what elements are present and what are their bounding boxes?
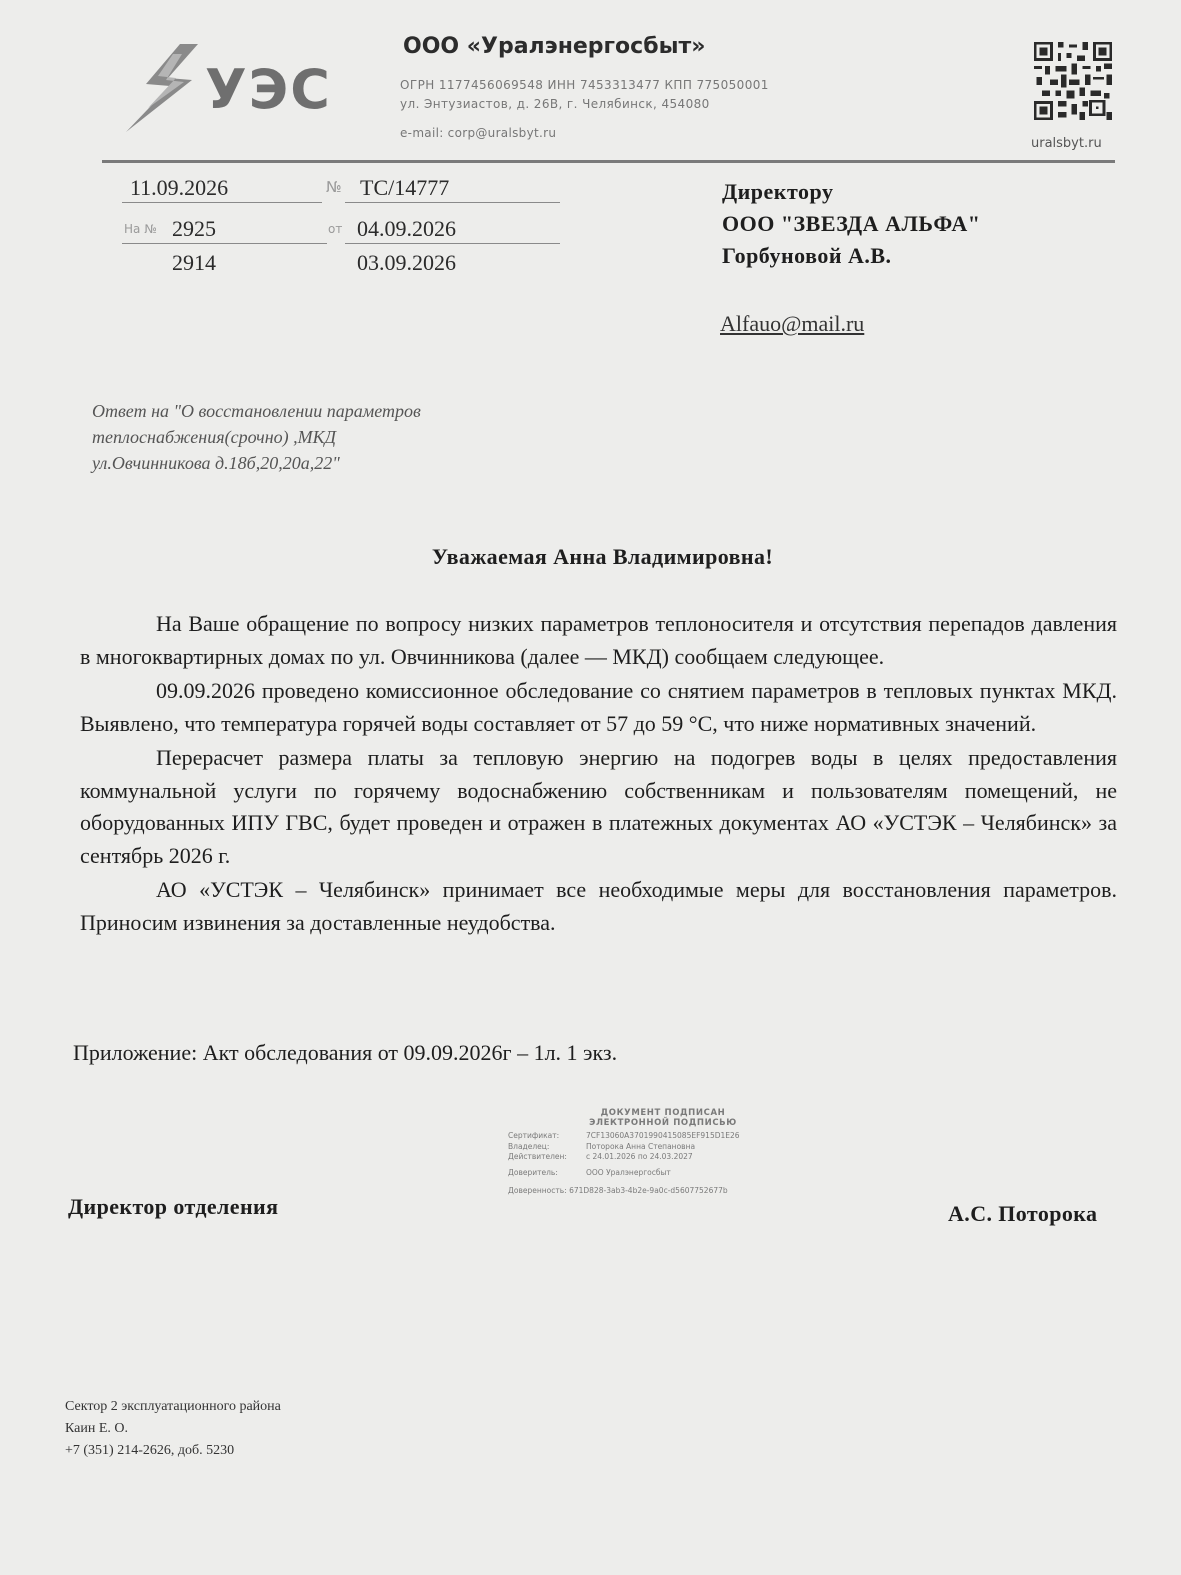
body-paragraph: Перерасчет размера платы за тепловую энергию на подогрев воды в целях предоставления коммунальной услуги по горячему водоснабжению собственникам и пользователям помещений, не оборудованных ИПУ ГВС, будет проведен и отражен в платежных документах АО «УСТЭК – Челябинск» за сентябрь 2026 г. bbox=[80, 745, 1117, 868]
letter-body bbox=[80, 608, 1117, 941]
stamp-value: с 24.01.2026 по 24.03.2027 bbox=[586, 1152, 693, 1161]
stamp-value: Поторока Анна Степановна bbox=[586, 1141, 696, 1151]
logo-wordmark: УЭС bbox=[205, 58, 332, 121]
addressee-position: Директору bbox=[722, 179, 834, 204]
body-paragraph: АО «УСТЭК – Челябинск» принимает все необходимые меры для восстановления параметров. Приносим извинения за доставленные неудобства. bbox=[80, 877, 1117, 935]
number-underline bbox=[345, 202, 560, 203]
footer-phone: +7 (351) 214-2626, доб. 5230 bbox=[65, 1443, 235, 1458]
stamp-owner-row bbox=[508, 1142, 818, 1153]
company-name: ООО «Уралэнергосбыт» bbox=[403, 34, 706, 59]
subject-line: Ответ на "О восстановлении параметров bbox=[92, 401, 421, 421]
greeting: Уважаемая Анна Владимировна! bbox=[431, 544, 774, 569]
stamp-label: Владелец: bbox=[508, 1141, 550, 1151]
in-reply-date-underline bbox=[345, 243, 560, 244]
company-email: e-mail: corp@uralsbyt.ru bbox=[400, 126, 557, 140]
executor-footer bbox=[65, 1396, 281, 1462]
company-website: uralsbyt.ru bbox=[1031, 136, 1102, 151]
stamp-value: ООО Уралэнергосбыт bbox=[586, 1167, 671, 1177]
attachment-note: Приложение: Акт обследования от 09.09.2026г – 1л. 1 экз. bbox=[73, 1040, 618, 1065]
stamp-value: 7CF13060A3701990415085EF915D1E26 bbox=[586, 1131, 740, 1140]
company-address: ул. Энтузиастов, д. 26В, г. Челябинск, 454080 bbox=[400, 97, 710, 111]
addressee-name: Горбуновой А.В. bbox=[722, 243, 892, 268]
e-signature-stamp bbox=[508, 1108, 818, 1197]
body-paragraph: На Ваше обращение по вопросу низких параметров теплоносителя и отсутствия перепадов давления в многоквартирных домах по ул. Овчинникова (далее — МКД) сообщаем следующее. bbox=[80, 611, 1117, 669]
requisites-line: ОГРН 1177456069548 ИНН 7453313477 КПП 775050001 bbox=[400, 78, 769, 92]
in-reply-number-underline bbox=[122, 243, 327, 244]
addressee-block bbox=[722, 176, 981, 272]
in-reply-date-2: 03.09.2026 bbox=[357, 250, 456, 275]
qr-code-icon bbox=[1034, 42, 1112, 120]
letter-subject bbox=[92, 398, 512, 476]
footer-department: Сектор 2 эксплуатационного района bbox=[65, 1399, 281, 1414]
stamp-label: Сертификат: bbox=[508, 1131, 560, 1140]
stamp-poa-row bbox=[508, 1186, 818, 1197]
body-paragraph: 09.09.2026 проведено комиссионное обследование со снятием параметров в тепловых пунктах МКД. Выявлено, что температура горячей воды составляет от 57 до 59 °С, что ниже нормативных значений. bbox=[80, 678, 1117, 736]
stamp-label: Доверитель: bbox=[508, 1167, 558, 1177]
company-requisites bbox=[400, 76, 769, 114]
from-label: от bbox=[328, 222, 343, 236]
in-reply-number: 2925 bbox=[172, 216, 216, 241]
footer-executor: Каин Е. О. bbox=[65, 1421, 129, 1436]
stamp-valid-row bbox=[508, 1152, 818, 1163]
signatory-name: А.С. Поторока bbox=[948, 1201, 1098, 1226]
stamp-title: ЭЛЕКТРОННОЙ ПОДПИСЬЮ bbox=[589, 1118, 737, 1128]
stamp-value: 671D828-3ab3-4b2e-9a0c-d5607752677b bbox=[569, 1186, 728, 1195]
in-reply-number-2: 2914 bbox=[172, 250, 216, 275]
in-reply-label: На № bbox=[124, 222, 157, 236]
outgoing-date: 11.09.2026 bbox=[130, 175, 229, 200]
header-divider bbox=[102, 160, 1115, 163]
stamp-certificate-row bbox=[508, 1131, 818, 1142]
number-label: № bbox=[326, 178, 342, 196]
stamp-principal-row bbox=[508, 1168, 818, 1179]
signatory-position: Директор отделения bbox=[68, 1194, 279, 1219]
stamp-title: ДОКУМЕНТ ПОДПИСАН bbox=[600, 1108, 726, 1118]
addressee-organization: ООО "ЗВЕЗДА АЛЬФА" bbox=[722, 211, 981, 236]
subject-line: теплоснабжения(срочно) ,МКД bbox=[92, 427, 337, 447]
addressee-email-link[interactable]: Alfauo@mail.ru bbox=[720, 311, 865, 336]
stamp-label: Доверенность: bbox=[508, 1186, 567, 1195]
subject-line: ул.Овчинникова д.18б,20,20а,22" bbox=[92, 453, 340, 473]
stamp-label: Действителен: bbox=[508, 1152, 567, 1161]
outgoing-number: ТС/14777 bbox=[360, 175, 450, 200]
date-underline bbox=[122, 202, 322, 203]
in-reply-date: 04.09.2026 bbox=[357, 216, 456, 241]
